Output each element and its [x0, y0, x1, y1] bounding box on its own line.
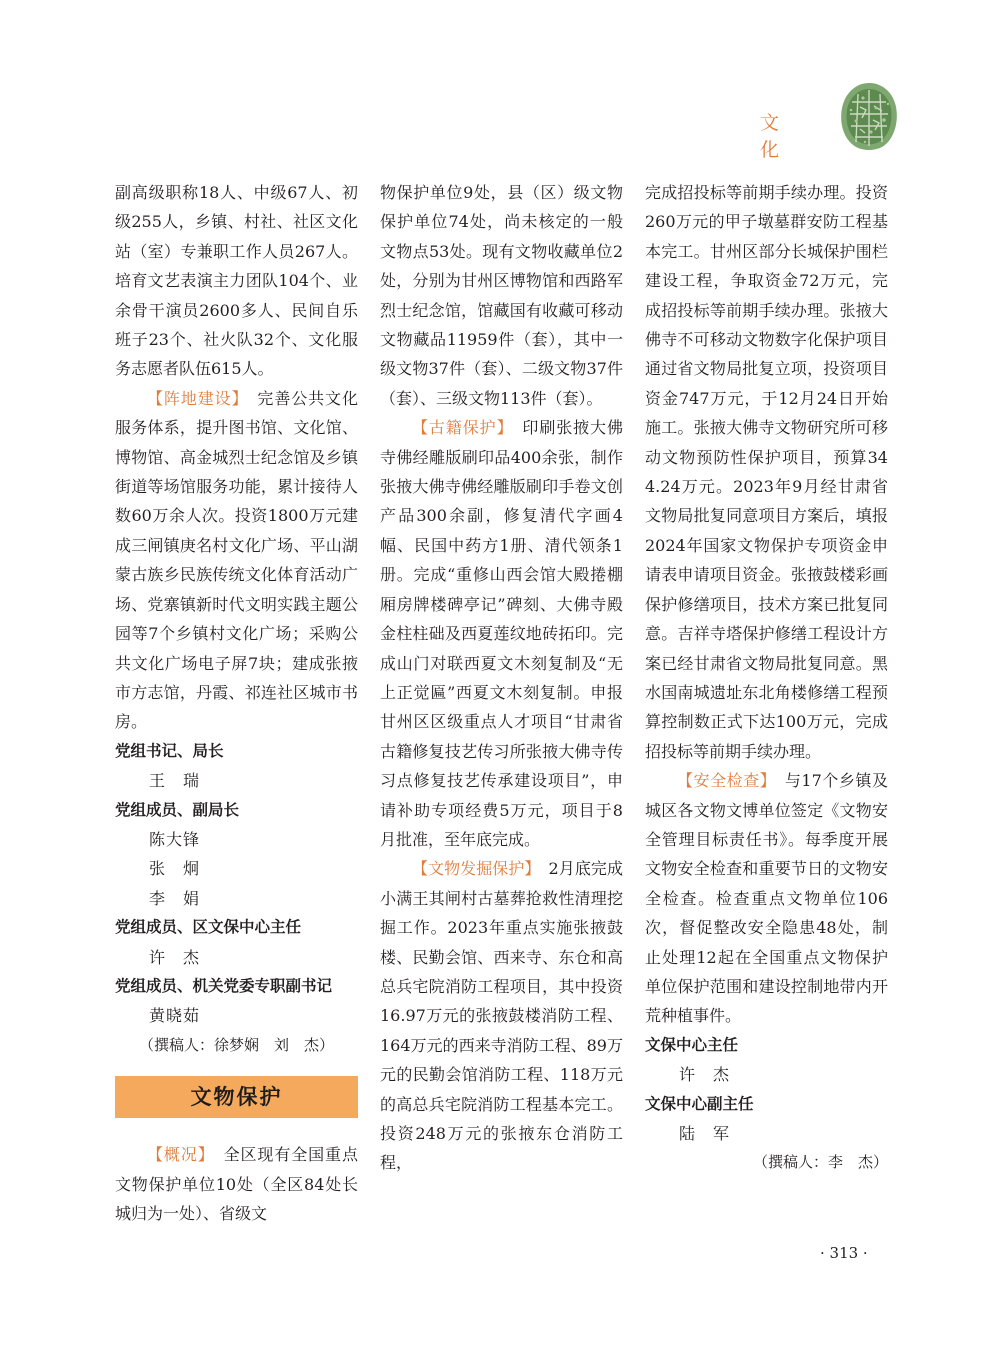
person-name: 许 杰 [149, 947, 201, 967]
role-title: 党组书记、局长 [115, 741, 224, 760]
excavation-tag: 【文物发掘保护】 [412, 859, 533, 879]
excavation-text: 2月底完成小满王其闸村古墓葬抢救性清理挖掘工作。2023年重点实施张掖鼓楼、民勤会馆、西来寺、东仓和高总兵宅院消防工程项目，其中投资16.97万元的张掖鼓楼消防工程、164万元的西来寺消防工程、89万元的民勤会馆消防工程、118万元的高总兵宅院消防工程基本完工。投资248万元的张掖东仓消防工程， [380, 859, 623, 1173]
role-title: 文保中心副主任 [645, 1094, 754, 1113]
overview-tag: 【概况】 [147, 1145, 207, 1165]
role-title: 文保中心主任 [645, 1035, 739, 1054]
person-name: 王 瑞 [149, 771, 201, 791]
person-name: 李 娟 [149, 888, 201, 908]
ancient-books-text: 印刷张掖大佛寺佛经雕版刷印品400余张，制作张掖大佛寺佛经雕版刷印手卷文创产品300余副，修复清代字画4幅、民国中药方1册、清代领条1册。完成“重修山西会馆大殿捲棚厢房牌楼碑亭记”碑刻、大佛寺殿金柱柱础及西夏莲纹地砖拓印。完成山门对联西夏文木刻复制及“无上正觉匾”西夏文木刻复制。申报甘州区区级重点人才项目“甘肃省古籍修复技艺传习所张掖大佛寺传习点修复技艺传承建设项目”，申请补助专项经费5万元，项目于8月批准，至年底完成。 [380, 418, 623, 849]
construction-tag: 【阵地建设】 [147, 388, 241, 408]
overview-paragraph [115, 1140, 358, 1228]
author-credit: （撰稿人：徐梦娴 刘 杰） [138, 1035, 334, 1054]
safety-text: 与17个乡镇及城区各文物文博单位签定《文物安全管理目标责任书》。每季度开展文物安全检查和重要节日的文物安全检查。检查重点文物单位106次，督促整改安全隐患48处，制止处理12起在全国重点文物保护单位保护范围和建设控制地带内开荒种植事件。 [645, 771, 888, 1026]
column-3 [645, 178, 888, 1178]
role-title: 党组成员、区文保中心主任 [115, 918, 302, 937]
construction-paragraph [115, 384, 358, 737]
overview-continued-paragraph: 物保护单位9处，县（区）级文物保护单位74处，尚未核定的一般文物点53处。现有文物收藏单位2处，分别为甘州区博物馆和西路军烈士纪念馆，馆藏国有收藏可移动文物藏品11959件（套），其中一级文物37件（套）、二级文物37件（套）、三级文物113件（套）。 [380, 183, 623, 408]
safety-tag: 【安全检查】 [677, 771, 769, 791]
excavation-continued-paragraph: 完成招投标等前期手续办理。投资260万元的甲子墩墓群安防工程基本完工。甘州区部分长城保护围栏建设工程，争取资金72万元，完成招投标等前期手续办理。张掖大佛寺不可移动文物数字化保护项目通过省文物局批复立项，投资项目资金747万元，于12月24日开始施工。张掖大佛寺文物研究所可移动文物预防性保护项目，预算344.24万元。2023年9月经甘肃省文物局批复同意项目方案后，填报2024年国家文物保护专项资金申请表申请项目资金。张掖鼓楼彩画保护修缮项目，技术方案已批复同意。吉祥寺塔保护修缮工程设计方案已经甘肃省文物局批复同意。黑水国南城遗址东北角楼修缮工程预算控制数正式下达100万元，完成招投标等前期手续办理。 [645, 183, 888, 761]
person-name: 陈大锋 [149, 829, 201, 849]
ancient-books-paragraph [380, 413, 623, 854]
person-name: 黄晓茹 [149, 1006, 201, 1026]
column-1 [115, 178, 358, 1228]
section-title-banner: 文物保护 [115, 1076, 358, 1118]
page-number: · 313 · [820, 1244, 868, 1262]
safety-paragraph [645, 766, 888, 1031]
construction-text: 完善公共文化服务体系，提升图书馆、文化馆、博物馆、高金城烈士纪念馆及乡镇街道等场馆服务功能，累计接待人数60万余人次。投资1800万元建成三闸镇庚名村文化广场、平山湖蒙古族乡民族传统文化体育活动广场、党寨镇新时代文明实践主题公园等7个乡镇村文化广场；采购公共文化广场电子屏7块；建成张掖市方志馆，丹霞、祁连社区城市书房。 [115, 388, 358, 732]
role-title: 党组成员、机关党委专职副书记 [115, 976, 333, 995]
author-credit: （撰稿人：李 杰） [752, 1153, 888, 1172]
person-name: 张 炯 [149, 859, 201, 879]
section-header-label: 文 化 [760, 112, 792, 161]
ancient-books-tag: 【古籍保护】 [412, 418, 506, 438]
role-title: 党组成员、副局长 [115, 800, 240, 819]
column-2 [380, 178, 623, 1178]
carved-stone-seal-icon [838, 80, 900, 152]
overview-text: 全区现有全国重点文物保护单位10处（全区84处长城归为一处）、省级文 [115, 1145, 358, 1223]
person-name: 陆 军 [679, 1124, 731, 1143]
person-name: 许 杰 [679, 1065, 731, 1085]
staffing-paragraph: 副高级职称18人、中级67人、初级255人，乡镇、村社、社区文化站（室）专兼职工作人员267人。培育文艺表演主力团队104个、业余骨干演员2600多人、民间自乐班子23个、社火队32个、文化服务志愿者队伍615人。 [115, 183, 358, 379]
excavation-paragraph [380, 854, 623, 1177]
